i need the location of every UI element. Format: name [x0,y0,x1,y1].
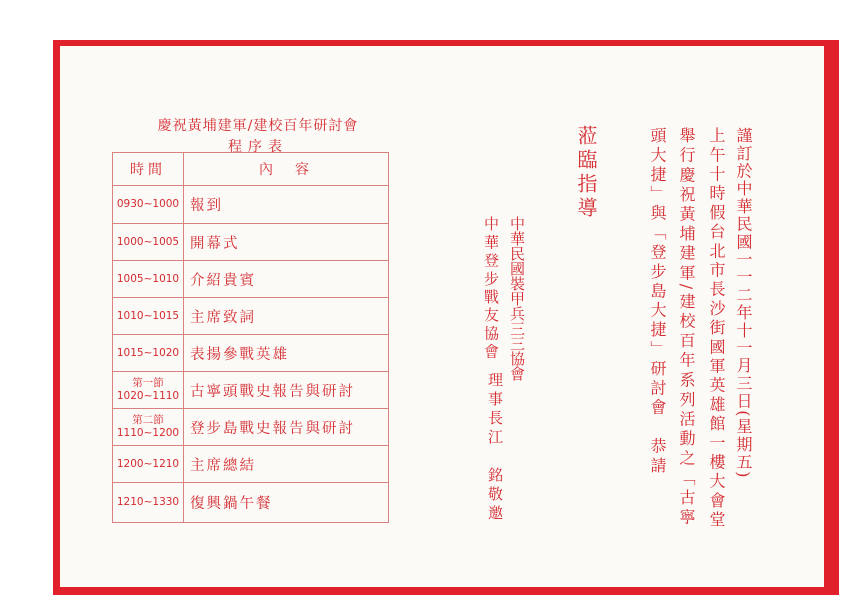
row-time: 1000~1005 [113,224,184,261]
table-row [113,335,389,372]
row-time: 1200~1210 [113,446,184,483]
host-organization-2: 中華登步戰友協會 [482,216,500,362]
table-header-row [113,153,389,186]
row-time: 1010~1015 [113,298,184,335]
host-organization-1: 中華民國裝甲兵三三協會 [508,216,526,381]
row-item: 登步島戰史報告與研討 [184,409,389,446]
row-item: 表揚參戰英雄 [184,335,389,372]
row-time [113,372,184,409]
row-time [113,409,184,446]
table-row [113,372,389,409]
table-row [113,446,389,483]
program-title: 慶祝黃埔建軍/建校百年研討會 [157,118,359,134]
session-label: 第一節 [132,377,164,389]
table-row [113,186,389,224]
session-label: 第二節 [132,414,164,426]
invitation-line-3: 舉行慶祝黃埔建軍/建校百年系列活動之「古寧 [677,127,696,528]
table-row [113,298,389,335]
closing-phrase: 蒞臨指導 [574,125,598,221]
header-content: 內 容 [184,153,389,186]
row-time: 1210~1330 [113,483,184,523]
row-time: 1005~1010 [113,261,184,298]
invitation-line-4: 頭大捷」與「登步島大捷」研討會 恭請 [648,127,667,477]
row-item: 主席總結 [184,446,389,483]
host-signature: 理事長江 銘敬邀 [486,372,504,524]
table-row [113,409,389,446]
header-time: 時間 [113,153,184,186]
row-item: 報到 [184,186,389,224]
table-row [113,261,389,298]
session-time: 1110~1200 [116,427,180,439]
row-item: 主席致詞 [184,298,389,335]
row-item: 復興鍋午餐 [184,483,389,523]
table-row [113,224,389,261]
invitation-line-1: 謹訂於中華民國一一二年十一月三日(星期五) [734,127,753,480]
session-time: 1020~1110 [116,390,180,402]
row-item: 開幕式 [184,224,389,261]
row-item: 介紹貴賓 [184,261,389,298]
row-time: 1015~1020 [113,335,184,372]
program-subtitle: 程序表 [228,139,288,155]
schedule-table [112,152,389,523]
table-row [113,483,389,523]
row-time: 0930~1000 [113,186,184,224]
row-item: 古寧頭戰史報告與研討 [184,372,389,409]
invitation-line-2: 上午十時假台北市長沙街國軍英雄館一樓大會堂 [707,127,726,531]
